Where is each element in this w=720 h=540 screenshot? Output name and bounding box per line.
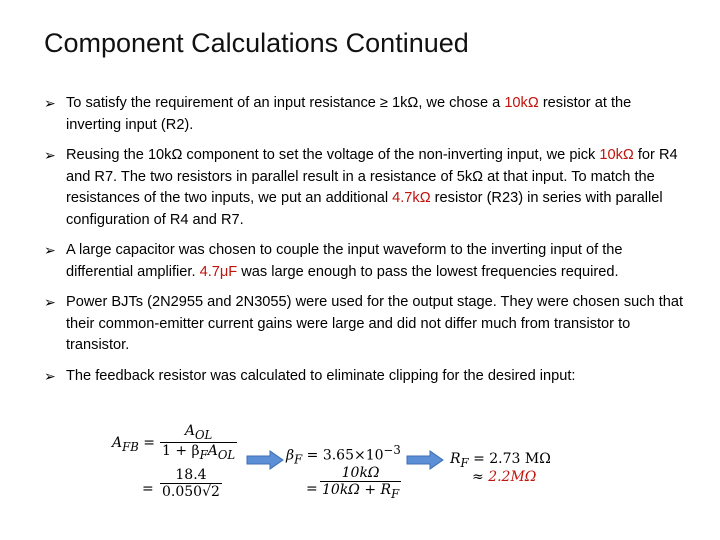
right-arrow-icon bbox=[246, 450, 284, 470]
right-arrow-icon bbox=[406, 450, 444, 470]
bullet-text: The feedback resistor was calculated to eliminate clipping for the desired input: bbox=[66, 367, 576, 384]
bullet-item-input-resistance bbox=[44, 93, 684, 136]
highlight-value: 4.7kΩ bbox=[392, 190, 431, 206]
bullet-text: Power BJTs (2N2955 and 2N3055) were used for the output stage. They were chosen such that their common-emitter current gains were large and did not differ much from transistor to transistor. bbox=[66, 294, 684, 353]
final-resistor-value: 2.2MΩ bbox=[488, 469, 537, 485]
highlight-value: 10kΩ bbox=[599, 147, 634, 163]
highlight-value: 4.7μF bbox=[199, 263, 238, 280]
bullet-list bbox=[44, 93, 684, 396]
bullet-text: for R4 and R7. The two resistors in parallel result in a resistance of 5kΩ at that input. To match the resistances of the two inputs, we put an additional bbox=[66, 147, 678, 206]
arrow-bullet-icon: ➢ bbox=[44, 242, 56, 258]
bullet-text: To satisfy the requirement of an input resistance ≥ 1kΩ, we chose a bbox=[66, 95, 505, 111]
arrow-bullet-icon: ➢ bbox=[44, 367, 56, 384]
bullet-text: A large capacitor was chosen to couple the input waveform to the inverting input of the differential amplifier. bbox=[66, 242, 623, 280]
bullet-text: resistor at the inverting input (R2). bbox=[66, 95, 632, 133]
bullet-item-power-bjts bbox=[44, 292, 684, 357]
bullet-text: was large enough to pass the lowest frequencies required. bbox=[237, 263, 619, 280]
highlight-value: 10kΩ bbox=[504, 95, 539, 111]
bullet-item-capacitor bbox=[44, 240, 684, 283]
bullet-item-non-inverting bbox=[44, 145, 684, 231]
arrow-bullet-icon: ➢ bbox=[44, 147, 56, 163]
arrow-bullet-icon: ➢ bbox=[44, 95, 56, 111]
bullet-text: resistor (R23) in series with parallel configuration of R4 and R7. bbox=[66, 190, 663, 228]
bullet-item-feedback-resistor bbox=[44, 366, 684, 388]
arrow-bullet-icon: ➢ bbox=[44, 294, 56, 310]
bullet-text: Reusing the 10kΩ component to set the voltage of the non-inverting input, we pick bbox=[66, 147, 600, 163]
slide-title: Component Calculations Continued bbox=[44, 28, 469, 58]
equations-area: $A_{FB}$ = $\frac{A_{OL}}{1 + \beta_FA_{OL}}$ = $\frac{18.4}{0.050√2}$ $\beta_F = 3.65\times 10^{-3}$ = $\frac{10k\Omega}{10k\Omega + R_F}$ $R_F = 2.73$ MΩ ≈ 2.2MΩ bbox=[112, 423, 551, 501]
